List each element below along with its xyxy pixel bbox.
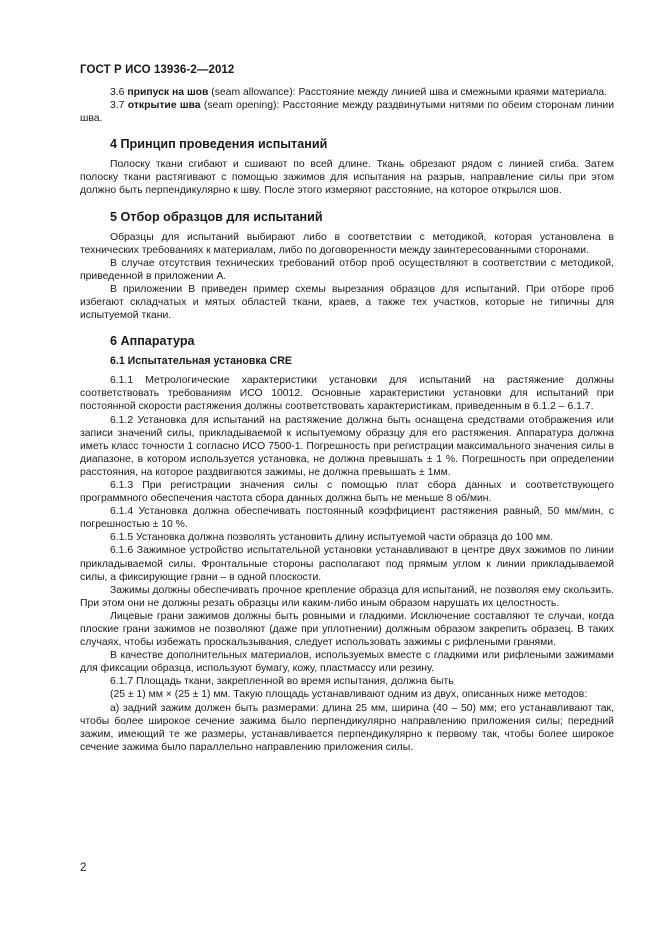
clause-6-1-2: 6.1.2 Установка для испытаний на растяжение должна быть оснащена средствами отображения или записи значений силы, прикладываемой к испытуемому образцу для его растяжения. Аппаратура должна иметь класс точности 1 согласно ИСО 7500-1. Погрешность при регистрации максимального значения силы в диапазоне, в котором используется установка, не должна превышать ± 1 %. Погрешность при определении расстояния, на которое раздвигаются зажимы, не должна превышать ± 1мм. (80, 414, 614, 478)
section-5-paragraph-3: В приложении В приведен пример схемы вырезания образцов для испытаний. При отборе проб избегают складчатых и мятых областей ткани, краев, а также тех участков, которые не типичны для испытуемой ткани. (80, 283, 614, 322)
clause-6-1-7: 6.1.7 Площадь ткани, закрепленной во время испытания, должна быть (110, 676, 454, 688)
section-5-heading: 5 Отбор образцов для испытаний (110, 209, 323, 224)
term-number: 3.6 (110, 87, 125, 98)
clause-6-1-4: 6.1.4 Установка должна обеспечивать постоянный коэффициент растяжения равный, 50 мм/мин, с погрешностью ± 10 %. (80, 506, 614, 531)
term-number: 3.7 (110, 100, 125, 112)
page-number: 2 (80, 862, 87, 874)
section-6-heading: 6 Аппаратура (110, 334, 195, 349)
section-5-paragraph-1: Образцы для испытаний выбирают либо в соответствии с методикой, которая установлена в технических требованиях к материалам, либо по договоренности между заинтересованными сторонами. (80, 231, 614, 256)
clause-6-1-6: 6.1.6 Зажимное устройство испытательной установки устанавливают в центре двух зажимов по линии прикладываемой силы. Фронтальные стороны располагают под прямым углом к линии прикладываемой силы, а фиксирующие грани – в одной плоскости. (80, 545, 614, 583)
clause-6-1-6-materials: В качестве дополнительных материалов, используемых вместе с гладкими или рифлеными зажимами для фиксации образца, используют бумагу, кожу, пластмассу или резину. (80, 650, 614, 675)
term-definition: (seam allowance): Расстояние между линией шва и смежными краями материала. (211, 87, 608, 98)
document-header: ГОСТ Р ИСО 13936-2—2012 (80, 64, 235, 76)
clause-6-1-7-area: (25 ± 1) мм × (25 ± 1) мм. Такую площадь устанавливают одним из двух, описанных ниже методов: (110, 689, 588, 701)
section-4-paragraph: Полоску ткани сгибают и сшивают по всей длине. Ткань обрезают рядом с линией сгиба. Затем полоску ткани растягивают с помощью зажимов для испытания на разрыв, направление силы при этом должно быть перпендикулярно к шву. После этого измеряют расстояние, на которое открылся шов. (80, 159, 614, 197)
clause-6-1-3: 6.1.3 При регистрации значения силы с помощью плат сбора данных и соответствующего программного обеспечения частота сбора данных должна быть не меньше 8 об/мин. (80, 479, 614, 505)
clause-6-1-7-method-a: а) задний зажим должен быть размерами: длина 25 мм, ширина (40 – 50) мм; его устанавливают так, чтобы более широкое сечение зажима было перпендикулярно направлению приложения силы; передний зажим, имеющий те же размеры, устанавливается перпендикулярно к первому так, чтобы более широкое сечение зажима было параллельно направлению приложения силы. (80, 702, 614, 753)
page-content (80, 86, 614, 754)
clause-6-1-6-clamps: Зажимы должны обеспечивать прочное крепление образца для испытаний, не позволяя ему скользить. При этом они не должны резать образцы или каким-либо иным образом нарушать их целостность. (80, 584, 614, 609)
term-name: припуск на шов (127, 87, 209, 98)
clause-6-1-6-faces: Лицевые грани зажимов должны быть ровными и гладкими. Исключение составляют те случаи, когда плоские грани зажимов не позволяют (даже при уплотнении) должным образом закрепить образец. В таких случаях, чтобы избежать проскальзывания, следует использовать зажимы с рифлеными гранями. (80, 610, 614, 649)
section-5-paragraph-2: В случае отсутствия технических требований отбор проб осуществляют в соответствии с методикой, приведенной в приложении А. (80, 257, 614, 282)
term-3-7 (80, 99, 614, 125)
section-4-heading: 4 Принцип проведения испытаний (110, 137, 328, 152)
term-3-6 (80, 86, 614, 99)
clause-6-1-1: 6.1.1 Метрологические характеристики установки для испытаний на растяжение должны соответствовать требованиям ИСО 10012. Основные характеристики установки для испытаний при постоянной скорости растяжения должны соответствовать характеристикам, приведенным в 6.1.2 – 6.1.7. (80, 375, 614, 413)
term-definition: (seam opening): Расстояние между раздвинутыми нитями по обеим сторонам линии шва. (80, 100, 614, 125)
subsection-6-1-heading: 6.1 Испытательная установка CRE (110, 355, 292, 368)
clause-6-1-5: 6.1.5 Установка должна позволять установить длину испытуемой части образца до 100 мм. (110, 532, 554, 544)
term-name: открытие шва (127, 100, 201, 112)
